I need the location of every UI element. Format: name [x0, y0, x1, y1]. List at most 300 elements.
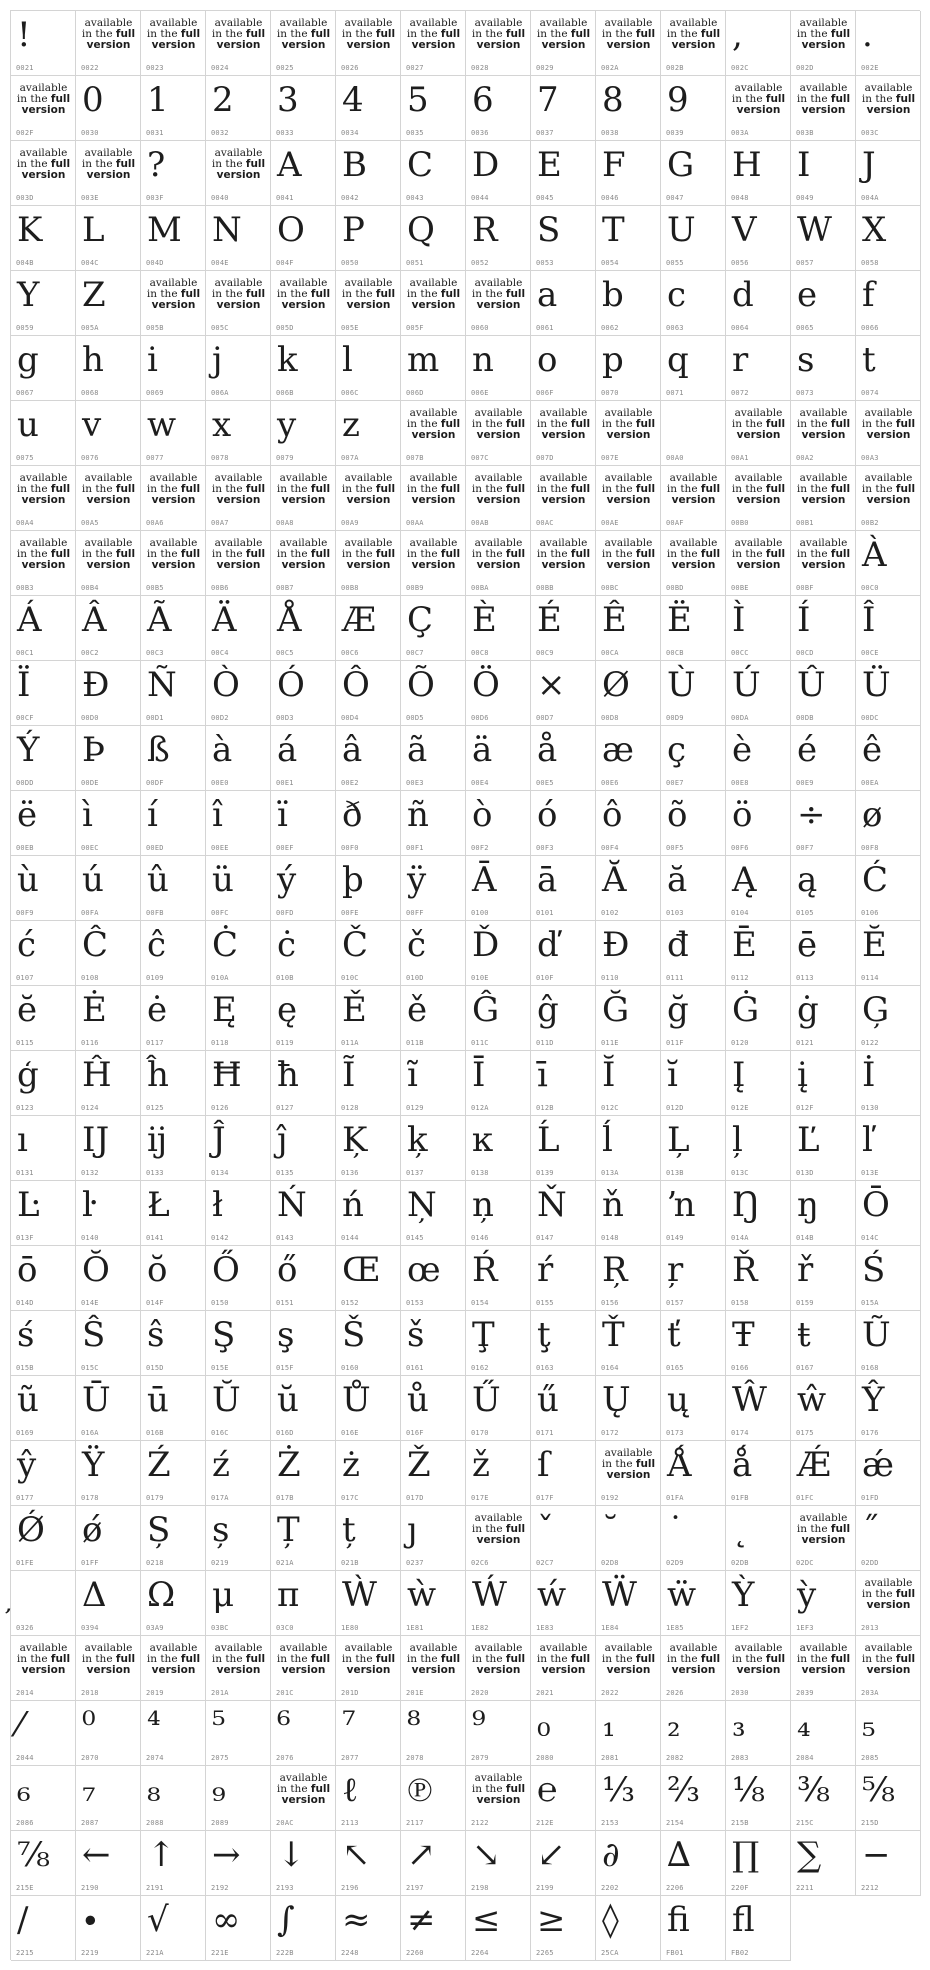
glyph-cell	[141, 1506, 206, 1571]
glyph-code: 016D	[276, 1429, 294, 1437]
glyph-char: s	[797, 340, 815, 380]
glyph-code: 00D5	[406, 714, 424, 722]
note-line-2: in the full	[861, 1588, 916, 1600]
note-line-1: available	[669, 1642, 718, 1654]
glyph-char: ļ	[732, 1120, 743, 1160]
glyph-char: š	[407, 1315, 425, 1355]
available-in-full-version-note	[143, 473, 204, 506]
available-in-full-version-note	[468, 408, 529, 441]
glyph-cell	[271, 791, 336, 856]
glyph-code: 2153	[601, 1819, 619, 1827]
glyph-char: Č	[342, 925, 369, 965]
glyph-char: ĳ	[147, 1120, 166, 1160]
glyph-cell	[726, 466, 791, 531]
glyph-char: œ	[407, 1250, 441, 1290]
glyph-code: 00F5	[666, 844, 684, 852]
glyph-char: k	[277, 340, 298, 380]
glyph-cell	[271, 856, 336, 921]
glyph-char: ≤	[472, 1900, 501, 1940]
glyph-char: Ẁ	[342, 1575, 377, 1615]
glyph-code: 0035	[406, 129, 424, 137]
glyph-code: 003E	[81, 194, 99, 202]
note-line-3: version	[21, 494, 66, 506]
glyph-cell	[791, 921, 856, 986]
glyph-code: 010C	[341, 974, 359, 982]
glyph-cell	[791, 661, 856, 726]
glyph-cell	[401, 596, 466, 661]
note-line-2: in the full	[81, 1653, 136, 1665]
glyph-code: 0048	[731, 194, 749, 202]
glyph-char: ĥ	[147, 1055, 169, 1095]
available-in-full-version-note	[468, 18, 529, 51]
glyph-cell	[531, 1571, 596, 1636]
glyph-code: 015A	[861, 1299, 879, 1307]
glyph-code: 002A	[601, 64, 619, 72]
glyph-cell	[466, 1441, 531, 1506]
glyph-char: Ú	[732, 665, 761, 705]
glyph-cell	[531, 596, 596, 661]
glyph-code: 00DE	[81, 779, 99, 787]
glyph-cell	[856, 1701, 921, 1766]
glyph-char: Δ	[82, 1575, 107, 1615]
glyph-char: Ã	[147, 600, 172, 640]
glyph-code: 005D	[276, 324, 294, 332]
note-line-1: available	[214, 1642, 263, 1654]
glyph-cell	[596, 1766, 661, 1831]
glyph-char: I	[797, 145, 811, 185]
glyph-char: 7	[537, 80, 559, 120]
glyph-cell	[531, 76, 596, 141]
glyph-code: 2192	[211, 1884, 229, 1892]
glyph-cell	[271, 1766, 336, 1831]
note-line-3: version	[411, 39, 456, 51]
glyph-code: 201C	[276, 1689, 294, 1697]
glyph-cell	[336, 726, 401, 791]
glyph-code: 004E	[211, 259, 229, 267]
available-in-full-version-note	[208, 473, 269, 506]
glyph-code: 0118	[211, 1039, 229, 1047]
glyph-code: 00D2	[211, 714, 229, 722]
glyph-char: ă	[667, 860, 688, 900]
glyph-code: 007A	[341, 454, 359, 462]
glyph-char: ī	[537, 1055, 548, 1095]
glyph-code: 00B2	[861, 519, 879, 527]
glyph-grid	[10, 10, 920, 1960]
note-line-3: version	[86, 169, 131, 181]
glyph-cell	[401, 921, 466, 986]
glyph-cell	[271, 661, 336, 726]
glyph-char: B	[342, 145, 367, 185]
glyph-char: Š	[342, 1315, 366, 1355]
glyph-char: Ų	[602, 1380, 631, 1420]
glyph-code: 2197	[406, 1884, 424, 1892]
glyph-char: Ĉ	[82, 925, 109, 965]
glyph-cell	[661, 596, 726, 661]
glyph-code: 00BF	[796, 584, 814, 592]
available-in-full-version-note	[793, 18, 854, 51]
note-line-3: version	[346, 39, 391, 51]
glyph-cell	[11, 1506, 76, 1571]
glyph-char: ç	[667, 730, 687, 770]
available-in-full-version-note	[143, 278, 204, 311]
glyph-char: ≥	[537, 1900, 566, 1940]
glyph-code: 2082	[666, 1754, 684, 1762]
note-line-2: in the full	[406, 288, 461, 300]
glyph-char: ↘	[472, 1835, 501, 1875]
glyph-cell	[336, 1311, 401, 1376]
glyph-char: É	[537, 600, 562, 640]
glyph-code: 0029	[536, 64, 554, 72]
glyph-cell	[531, 726, 596, 791]
glyph-code: 01FA	[666, 1494, 684, 1502]
note-line-2: in the full	[341, 483, 396, 495]
glyph-code: 0107	[16, 974, 34, 982]
glyph-cell	[791, 271, 856, 336]
glyph-code: 0130	[861, 1104, 879, 1112]
glyph-code: 2083	[731, 1754, 749, 1762]
glyph-char: Ĝ	[472, 990, 500, 1030]
note-line-3: version	[216, 559, 261, 571]
glyph-cell	[271, 596, 336, 661]
available-in-full-version-note	[338, 538, 399, 571]
glyph-char: ě	[407, 990, 428, 1030]
glyph-cell	[141, 1766, 206, 1831]
note-line-3: version	[736, 429, 781, 441]
note-line-1: available	[604, 1642, 653, 1654]
glyph-cell	[76, 1506, 141, 1571]
glyph-cell	[336, 76, 401, 141]
glyph-code: 0138	[471, 1169, 489, 1177]
glyph-char: ą	[797, 860, 818, 900]
note-line-2: in the full	[146, 288, 201, 300]
glyph-code: 002E	[861, 64, 879, 72]
glyph-cell	[466, 1701, 531, 1766]
note-line-2: in the full	[471, 1653, 526, 1665]
glyph-char: ˝	[862, 1510, 879, 1550]
note-line-2: in the full	[536, 28, 591, 40]
glyph-code: 017C	[341, 1494, 359, 1502]
glyph-cell	[271, 1376, 336, 1441]
glyph-cell	[596, 141, 661, 206]
available-in-full-version-note	[663, 1643, 724, 1676]
glyph-code: 00E2	[341, 779, 359, 787]
glyph-cell	[76, 1116, 141, 1181]
glyph-cell	[141, 1181, 206, 1246]
glyph-cell	[791, 1181, 856, 1246]
glyph-char: e	[797, 275, 818, 315]
glyph-char: ž	[472, 1445, 490, 1485]
glyph-code: 0154	[471, 1299, 489, 1307]
glyph-char: Ţ	[472, 1315, 495, 1355]
glyph-cell	[401, 1246, 466, 1311]
note-line-2: in the full	[211, 158, 266, 170]
glyph-cell	[76, 1051, 141, 1116]
note-line-1: available	[214, 537, 263, 549]
glyph-char: ˘	[602, 1510, 619, 1550]
glyph-code: 00CB	[666, 649, 684, 657]
glyph-code: 021B	[341, 1559, 359, 1567]
glyph-char: ė	[147, 990, 168, 1030]
glyph-code: 00E7	[666, 779, 684, 787]
glyph-code: 215D	[861, 1819, 879, 1827]
note-line-1: available	[799, 407, 848, 419]
glyph-char: ĉ	[147, 925, 167, 965]
glyph-cell	[661, 1311, 726, 1376]
glyph-code: 0037	[536, 129, 554, 137]
note-line-1: available	[19, 472, 68, 484]
note-line-3: version	[216, 39, 261, 51]
glyph-cell	[791, 141, 856, 206]
glyph-char: Ì	[732, 600, 746, 640]
note-line-2: in the full	[796, 1523, 851, 1535]
glyph-char: Ŷ	[862, 1380, 885, 1420]
glyph-char: í	[147, 795, 158, 835]
glyph-cell	[531, 1311, 596, 1376]
note-line-1: available	[799, 1642, 848, 1654]
glyph-code: 0077	[146, 454, 164, 462]
glyph-cell	[596, 1506, 661, 1571]
note-line-2: in the full	[146, 548, 201, 560]
glyph-code: 0054	[601, 259, 619, 267]
note-line-1: available	[474, 1512, 523, 1524]
glyph-char: p	[602, 340, 624, 380]
glyph-cell	[466, 401, 531, 466]
glyph-code: 00EE	[211, 844, 229, 852]
glyph-cell	[466, 466, 531, 531]
glyph-cell	[791, 1506, 856, 1571]
glyph-row	[11, 206, 921, 271]
glyph-code: 006F	[536, 389, 554, 397]
note-line-2: in the full	[276, 28, 331, 40]
glyph-code: 02DC	[796, 1559, 814, 1567]
available-in-full-version-note	[78, 18, 139, 51]
glyph-cell	[271, 1441, 336, 1506]
glyph-char: Ġ	[732, 990, 760, 1030]
glyph-cell	[596, 856, 661, 921]
glyph-code: 00FE	[341, 909, 359, 917]
note-line-1: available	[474, 472, 523, 484]
available-in-full-version-note	[858, 83, 919, 116]
glyph-cell	[271, 1636, 336, 1701]
note-line-3: version	[411, 559, 456, 571]
glyph-code: 0121	[796, 1039, 814, 1047]
glyph-cell	[856, 336, 921, 401]
glyph-code: 011F	[666, 1039, 684, 1047]
note-line-3: version	[281, 1794, 326, 1806]
glyph-code: 014F	[146, 1299, 164, 1307]
glyph-char: ←	[82, 1835, 111, 1875]
available-in-full-version-note	[208, 18, 269, 51]
glyph-code: 0125	[146, 1104, 164, 1112]
glyph-cell	[856, 921, 921, 986]
glyph-char: Ĺ	[537, 1120, 560, 1160]
glyph-row	[11, 1051, 921, 1116]
glyph-cell	[726, 76, 791, 141]
glyph-cell	[141, 1831, 206, 1896]
glyph-cell	[271, 401, 336, 466]
note-line-2: in the full	[406, 548, 461, 560]
glyph-code: 2085	[861, 1754, 879, 1762]
glyph-char: ň	[602, 1185, 624, 1225]
glyph-cell	[336, 1766, 401, 1831]
glyph-code: 0053	[536, 259, 554, 267]
glyph-char: ë	[17, 795, 38, 835]
available-in-full-version-note	[78, 1643, 139, 1676]
note-line-3: version	[476, 299, 521, 311]
glyph-cell	[76, 1376, 141, 1441]
glyph-code: 00EA	[861, 779, 879, 787]
glyph-char: Œ	[342, 1250, 381, 1290]
note-line-2: in the full	[16, 548, 71, 560]
glyph-cell	[76, 661, 141, 726]
glyph-cell	[856, 1571, 921, 1636]
note-line-2: in the full	[731, 548, 786, 560]
glyph-char: ∂	[602, 1835, 620, 1875]
glyph-char: Ò	[212, 665, 240, 705]
glyph-cell	[596, 596, 661, 661]
glyph-row	[11, 76, 921, 141]
note-line-1: available	[279, 537, 328, 549]
glyph-cell	[726, 1051, 791, 1116]
glyph-cell	[401, 1181, 466, 1246]
note-line-2: in the full	[406, 418, 461, 430]
glyph-cell	[726, 791, 791, 856]
glyph-cell	[206, 726, 271, 791]
note-line-2: in the full	[16, 483, 71, 495]
glyph-cell	[661, 1051, 726, 1116]
glyph-char: Ů	[342, 1380, 371, 1420]
note-line-2: in the full	[211, 288, 266, 300]
glyph-code: 003B	[796, 129, 814, 137]
glyph-cell	[661, 986, 726, 1051]
note-line-3: version	[346, 559, 391, 571]
note-line-1: available	[799, 82, 848, 94]
glyph-char: Ĕ	[862, 925, 887, 965]
glyph-code: 00F0	[341, 844, 359, 852]
glyph-char: Ģ	[862, 990, 890, 1030]
glyph-char: .	[862, 15, 873, 55]
glyph-cell	[531, 921, 596, 986]
glyph-cell	[856, 11, 921, 76]
glyph-code: 016F	[406, 1429, 424, 1437]
note-line-3: version	[801, 559, 846, 571]
glyph-char: ŏ	[147, 1250, 168, 1290]
glyph-char: ı	[17, 1120, 28, 1160]
note-line-1: available	[19, 147, 68, 159]
glyph-char: Ź	[147, 1445, 171, 1485]
glyph-char: y	[277, 405, 297, 445]
glyph-char: d	[732, 275, 754, 315]
glyph-code: 0172	[601, 1429, 619, 1437]
glyph-code: 0146	[471, 1234, 489, 1242]
glyph-code: 0110	[601, 974, 619, 982]
note-line-3: version	[151, 39, 196, 51]
glyph-code: 0108	[81, 974, 99, 982]
glyph-char: Î	[862, 600, 876, 640]
glyph-code: 03A9	[146, 1624, 164, 1632]
glyph-cell	[76, 531, 141, 596]
glyph-cell	[661, 271, 726, 336]
glyph-code: 0159	[796, 1299, 814, 1307]
glyph-cell	[141, 1441, 206, 1506]
glyph-cell	[141, 1116, 206, 1181]
glyph-char: È	[472, 600, 497, 640]
glyph-cell	[791, 11, 856, 76]
glyph-char: H	[732, 145, 762, 185]
glyph-code: 010A	[211, 974, 229, 982]
glyph-code: 017E	[471, 1494, 489, 1502]
glyph-char: ⅔	[667, 1770, 700, 1810]
glyph-code: 0179	[146, 1494, 164, 1502]
glyph-char: ℓ	[342, 1770, 359, 1810]
glyph-code: 00B8	[341, 584, 359, 592]
glyph-cell	[856, 1246, 921, 1311]
glyph-cell	[726, 531, 791, 596]
glyph-code: 2081	[601, 1754, 619, 1762]
glyph-cell	[76, 726, 141, 791]
glyph-cell	[596, 271, 661, 336]
glyph-cell	[141, 141, 206, 206]
glyph-char: ů	[407, 1380, 429, 1420]
glyph-code: 02D9	[666, 1559, 684, 1567]
glyph-char: ⁰	[82, 1705, 96, 1745]
note-line-1: available	[84, 472, 133, 484]
note-line-1: available	[149, 537, 198, 549]
glyph-code: 004A	[861, 194, 879, 202]
glyph-cell	[76, 986, 141, 1051]
note-line-2: in the full	[471, 548, 526, 560]
glyph-code: 0131	[16, 1169, 34, 1177]
glyph-code: 011B	[406, 1039, 424, 1047]
glyph-code: 00D8	[601, 714, 619, 722]
glyph-code: 0072	[731, 389, 749, 397]
glyph-cell	[466, 76, 531, 141]
glyph-char: ˛	[732, 1510, 749, 1550]
glyph-char: 1	[147, 80, 169, 120]
glyph-cell	[271, 11, 336, 76]
glyph-code: 0133	[146, 1169, 164, 1177]
note-line-3: version	[476, 494, 521, 506]
note-line-1: available	[409, 17, 458, 29]
glyph-char: t	[862, 340, 876, 380]
glyph-code: 0160	[341, 1364, 359, 1372]
glyph-code: 013D	[796, 1169, 814, 1177]
glyph-char: Ž	[407, 1445, 431, 1485]
glyph-cell	[271, 271, 336, 336]
note-line-3: version	[606, 1664, 651, 1676]
glyph-cell	[661, 531, 726, 596]
glyph-char: ż	[342, 1445, 360, 1485]
note-line-1: available	[604, 17, 653, 29]
glyph-code: 2211	[796, 1884, 814, 1892]
note-line-2: in the full	[211, 1653, 266, 1665]
glyph-row	[11, 1246, 921, 1311]
glyph-code: 2013	[861, 1624, 879, 1632]
glyph-char: Ω	[147, 1575, 176, 1615]
glyph-char: J	[862, 145, 876, 185]
glyph-code: 02C7	[536, 1559, 554, 1567]
glyph-code: 2248	[341, 1949, 359, 1957]
glyph-code: 002C	[731, 64, 749, 72]
glyph-code: 01FF	[81, 1559, 99, 1567]
note-line-1: available	[214, 17, 263, 29]
glyph-char: Ẅ	[602, 1575, 637, 1615]
glyph-cell	[661, 921, 726, 986]
glyph-cell	[791, 401, 856, 466]
glyph-code: 015F	[276, 1364, 294, 1372]
glyph-code: 00CC	[731, 649, 749, 657]
note-line-3: version	[151, 494, 196, 506]
